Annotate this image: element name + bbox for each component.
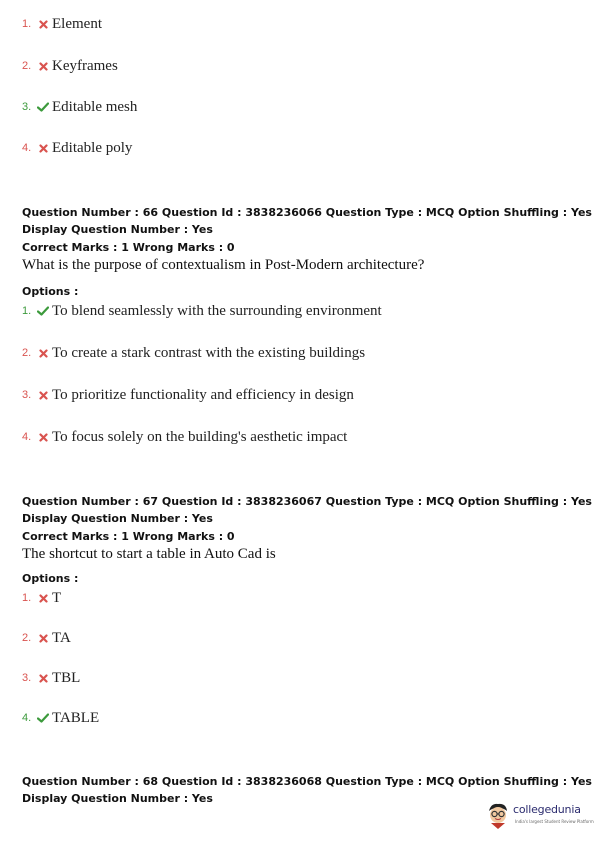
cross-icon [36,20,50,29]
option-number: 1. [22,305,32,317]
cross-icon [36,391,50,400]
option-text: Editable poly [52,139,133,156]
display-question-number: Display Question Number : Yes [22,223,213,236]
option-number: 1. [22,18,32,30]
option-row [22,628,71,648]
option-text: Keyframes [52,57,118,74]
option-row [22,385,354,405]
cross-icon [36,433,50,442]
option-number: 2. [22,60,32,72]
option-number: 4. [22,142,32,154]
option-text: TBL [52,669,81,686]
question-marks: Correct Marks : 1 Wrong Marks : 0 [22,241,235,254]
question-header: Question Number : 68 Question Id : 3838236068 Question Type : MCQ Option Shuffling : Yes [22,775,592,788]
question-header: Question Number : 67 Question Id : 3838236067 Question Type : MCQ Option Shuffling : Yes [22,495,592,508]
logo-wordmark: collegedunia [513,803,581,816]
option-number: 4. [22,712,32,724]
option-text: T [52,589,62,606]
option-number: 4. [22,431,32,443]
option-text: TABLE [52,709,100,726]
cross-icon [36,349,50,358]
option-text: To prioritize functionality and efficiency in design [52,386,354,403]
option-number: 1. [22,592,32,604]
option-text: Editable mesh [52,98,138,115]
option-row [22,588,61,608]
cross-icon [36,634,50,643]
option-row [22,427,347,447]
display-question-number: Display Question Number : Yes [22,512,213,525]
option-text: To blend seamlessly with the surrounding environment [52,302,382,319]
option-row [22,97,137,117]
cross-icon [36,62,50,71]
check-icon [36,306,50,316]
option-text: To create a stark contrast with the existing buildings [52,344,366,361]
option-text: To focus solely on the building's aesthetic impact [52,428,348,445]
check-icon [36,713,50,723]
option-text: Element [52,15,102,32]
option-row [22,138,132,158]
option-row [22,56,118,76]
question-text: What is the purpose of contextualism in Post-Modern architecture? [22,257,425,273]
option-number: 2. [22,632,32,644]
option-number: 3. [22,101,32,113]
option-text: TA [52,629,71,646]
question-marks: Correct Marks : 1 Wrong Marks : 0 [22,530,235,543]
mascot-icon [486,802,510,830]
question-header: Question Number : 66 Question Id : 3838236066 Question Type : MCQ Option Shuffling : Yes [22,206,592,219]
question-text: The shortcut to start a table in Auto Cad is [22,546,276,562]
check-icon [36,102,50,112]
cross-icon [36,594,50,603]
option-number: 2. [22,347,32,359]
option-row [22,343,365,363]
options-label: Options : [22,285,79,298]
collegedunia-logo [486,800,594,834]
option-row [22,668,80,688]
option-number: 3. [22,672,32,684]
option-row [22,14,102,34]
cross-icon [36,144,50,153]
cross-icon [36,674,50,683]
options-label: Options : [22,572,79,585]
display-question-number: Display Question Number : Yes [22,792,213,805]
option-row [22,301,382,321]
option-row [22,708,99,728]
option-number: 3. [22,389,32,401]
logo-tagline: India's largest Student Review Platform [515,819,594,824]
